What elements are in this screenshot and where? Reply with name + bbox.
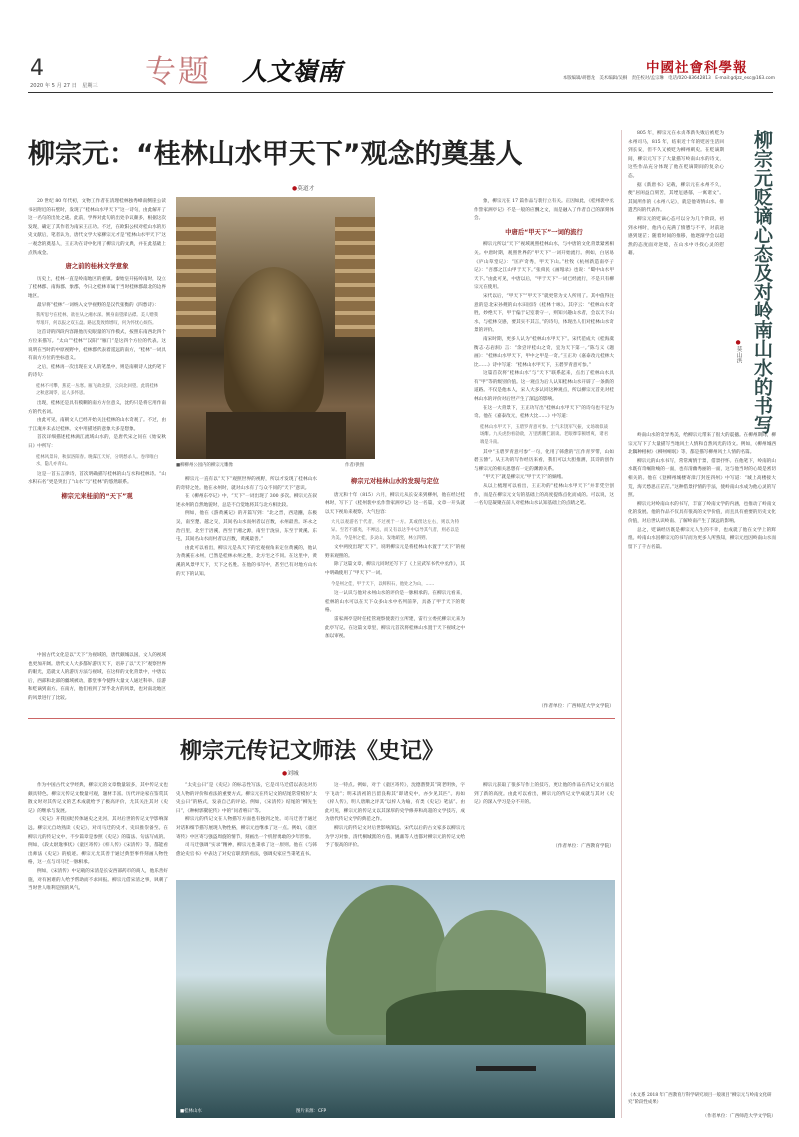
article1-col4 <box>474 198 614 702</box>
article2-affiliation: （作者单位：广西教育学院） <box>553 844 614 849</box>
paragraph: 雷家洲亭是时任桂管观察使裴行立所建，雷行立委托柳宗元来为此亭写记。在这篇文章里，柳宗元首次将桂林山水置于天下视域之中加以审视。 <box>325 616 465 640</box>
poem: 桂林风景异，秋似洛阳春。晚霁江天好，分明愁杀人。卷帘唯白水，隐几亦青山。 <box>36 454 158 468</box>
paragraph: 宋代以后，“甲天下”“甲天下”就更常为文人所用了。其中值得注意的是北宋孙觌的山水田园诗《桂林十咏》。其序云：“桂林山水奇胜，妙绝天下，甲于偏于记室裴守一，则知兴趣山水者，会以天下山水，与桂林交感，要其实不其言，”的诗句，体现出人们对桂林山水奇景的评价。 <box>474 293 614 334</box>
paragraph: 例如，《宋清传》中记载的宋清是长安西部药市的商人，他乐善好施，对有困难的人给予帮助而不求回报。柳宗元借宋清之事，讽刺了当时世人唯利是图的风气。 <box>28 868 168 892</box>
quote-block: 今是州之佳，甲于天下，以鲜积石，他处之为山，…… <box>331 581 435 587</box>
statue-figure <box>224 267 324 417</box>
poem: 桂林山水甲天下，玉碧罗青意可参。士气未饶军气振，文场端似战场酣。九关虎豹看勍敌，万里鹍鹏伫剧谈。老眼摩挲顿增爽，诸君端是斗南。 <box>480 424 608 446</box>
paragraph: 在这一大背景下，王正功写出“桂林山水甲天下”的诗句也不足为奇。他在《嘉泰改元，桂林大比……》中写道： <box>474 405 614 420</box>
masthead-rule <box>28 92 773 93</box>
article1-affiliation: （作者单位：广西师范大学文学院） <box>538 704 614 709</box>
article2-col1 <box>28 782 168 1110</box>
paragraph: 南宋时期，更多人认为“桂林山水甲天下”。宋代范成大《桂海虞衡志·志岩洞》言：“余尝评桂山之奇，宜为天下第一。”陈与义《题画》：“桂林山水甲天下，甲中之甲是一奇。”王正功《嘉泰改元桂林大比……》诗中写道：“桂林山水甲天下，玉碧罗青意可参。” <box>474 336 614 368</box>
paragraph: 这首诗的四段内容跟他历史眼量的写作模式，按照东南西北四个方位来描写。“太山”“桂林”“汉阳”“雁门”是这四个方位的代表。这说明在当时的中原视野中，桂林郡代表着遥远的南方，“桂林”一词具有南方方位的坐标意义。 <box>28 330 166 362</box>
article1-col3 <box>325 476 465 712</box>
subhead: 中唐后“甲天下”一词的流行 <box>505 228 583 236</box>
article2-byline <box>282 768 299 777</box>
paragraph: 柳宗元一直有以“天下”观照世界的视野，所以才发现了桂林山水的奇特之处。他在永州时，就对山水有了与众不同的“天下”意识。 <box>176 477 317 491</box>
article2-col3 <box>325 782 465 882</box>
statue-caption: ■柳柳州公园内的柳宗元雕像 <box>176 463 233 468</box>
caption-square-icon: ■ <box>176 463 181 468</box>
paragraph: 据《新唐书》记载，柳宗元在永州不久，便“居闲益自刻苦，其堙厄感郁，一寓诸文”。其间所作的《永州八记》，就是他寄情山水、排遣苦闷的代表作。 <box>628 182 724 214</box>
article1-title: 柳宗元：“桂林山水甲天下”观念的奠基人 <box>28 139 523 170</box>
article2-col4 <box>474 782 614 842</box>
paragraph: 作为中国古代文学经典，柳宗元的文章数量较多，其中传记文也颇具特色。柳宗元传记文数量可观，题材丰富。历代评论家在鉴赏其散文时对其传记文的艺术成就给予了极高评价，尤其关注其对《史记》的继承与发展。 <box>28 783 168 814</box>
paragraph: 在《柳州东亭记》中，“天下”一词出现了 300 多次。柳宗元在叙述永州的自然地貌时，总是不自觉地将其与北方相比较。 <box>176 494 317 508</box>
paragraph: 柳宗元的山水书写，常常寓情于景，借景抒怀。在他笔下，岭南的山水既有奇崛险峻的一面，也有清幽秀丽的一面，这与他当时的心境是密切相关的。他在《登柳州城楼寄漳汀封连四州》中写道：“城上高楼接大荒，海天愁思正茫茫。”这种借景抒情的手法，使岭南山水成为他心灵的写照。 <box>628 458 776 499</box>
paragraph: 其中“玉碧罗青意可参”一句，化用了韩愈的“江作青罗带，山如碧玉簪”。从王功的写作经历来看，我们可以大胆推测，其诗的创作与柳宗元的相关思想有一定的渊源关系。 <box>474 449 614 472</box>
paragraph: 唐元和十年（815）六月，柳宗元从长安来到柳州，他在经过桂林时，写下了《桂州裴中丞作訾家洲亭记》这一名篇，文章一开头就以天下视角来观察，大气包容： <box>325 492 465 515</box>
statue-credit: 作者/供图 <box>345 463 365 468</box>
paragraph: 从以上梳理可以看出，王正功的“桂林山水甲天下”并非凭空创作，而是在柳宗元文句的基础上的高度提炼点化而成的。可以说，这一名句是凝聚在前人对桂林山水认知基础上的点睛之笔。 <box>474 484 614 507</box>
paragraph: 柳宗元对岭南山水的书写，丰富了岭南文学的内涵，也推动了岭南文化的发展。他的作品不仅具有很高的文学价值，而且具有重要的历史文化价值，对后世认识岭南、了解岭南产生了深远的影响。 <box>628 501 776 524</box>
shelf-right <box>335 217 375 337</box>
landscape-caption: ■桂林山水 <box>180 1109 202 1114</box>
paragraph: 由此可见，南朝文人已经开始关注桂林的山水奇观了。不过，由于江淹并未去过桂林，文中用描述的意象大多是想象。 <box>28 418 166 432</box>
sidebar-rule <box>621 130 622 1118</box>
paper-name: 中國社會科學報 <box>646 60 748 76</box>
article1-col2 <box>176 476 317 712</box>
paragraph: 除了这篇文章，柳宗元同时还写下了《上宣武军书代中丞作》，其中明确使用了“甲天下”一词。 <box>325 562 465 576</box>
author-marker-icon: ● <box>282 771 288 777</box>
paragraph: 《史记》开我国纪传体通史之先河，其对后世的传记文学影响深远。柳宗元自幼熟读《史记》，对司马迁的史才、史识推崇备至。在柳宗元的传记文中，不少篇章是参照《史记》的篇法、句法写成的。例如，《段太尉逸事状》《童区寄传》《梓人传》《宋清传》等，都能看出师法《史记》的痕迹。柳宗元尤其善于通过典型事件刻画人物性格，这一点与司马迁一脉相承。 <box>28 817 168 866</box>
paragraph: 805 年，柳宗元在永贞革新失败后被贬为永州司马，815 年，结束近十年的贬居生活回到长安，但不久又被贬为柳州刺史。在贬谪期间，柳宗元写下了大量描写岭南山水的诗文，这些作品充分体现了他在贬谪期间的复杂心态。 <box>628 131 724 179</box>
quote-block: 大凡以观游名于代者，不过视于一方。其或傍达左右，则以为特异。至若不鄙夷，不殚远，而又有以达乎中以导其气者，则必以是为美。今是州之桂，多灵山，发地峭竖，林立四野。 <box>331 520 459 541</box>
poem: 桂林不可攀，蕉花一丛寒。雁飞故北辞，云向北回望。此谓桂林之秋意凋零，远人多怀思。 <box>36 383 158 397</box>
paragraph: 总之，贬谪经历既是柳宗元人生的不幸，也成就了他在文学上的辉煌。岭南山水因柳宗元的书写而为更多人所熟知，柳宗元也因岭南山水而留下了千古名篇。 <box>628 527 776 550</box>
boat <box>476 1066 536 1071</box>
paragraph: 这一认识与他对永州山水的评价是一脉相承的。在柳宗元看来，桂林的山水可以在天下众多山水中名列前茅，具备了甲于天下的资格。 <box>325 591 465 614</box>
paragraph: 柳宗元的传记文在人物描写方面也有独到之处。司马迁善于通过对话和细节描写展现人物性格，柳宗元也继承了这一点。例如，《童区寄传》中区寄与强盗周旋的情节，刻画出一个机智勇敢的少年形象。 <box>176 817 317 840</box>
sidebar-author: 莫山洪 <box>735 346 741 364</box>
paragraph: 柳宗元所以“天下”视域观照桂林山水，与中唐的文化背景紧密相关。中唐时期，观照世界的“甲天下”一词开始流行。例如，白居易《庐山草堂记》：“匡庐奇秀，甲天下山。”杜牧《杭州新造南亭子记》：“吾郡之江山甲于天下。”张舜民《画墁录》也说：“蜀中山水甲天下。”由此可见，中唐以后，“甲于天下”一词已经流行，不是只有柳宗元在使用。 <box>474 242 614 291</box>
paragraph: “甲天下”就是柳宗元“甲于天下”的嫡绪。 <box>483 475 566 481</box>
landscape-credit: 图片来源：CFP <box>296 1109 327 1114</box>
editors-line: 本版编辑/胡德龙 美术编辑/吴桐 责任校对/孟宗琳 电话/020-83642813 E-mail:gdjzz_esc@163.com <box>562 76 775 81</box>
date-line: 2020 年 5 月 27 日 星期三 <box>30 83 98 89</box>
page-number: 4 <box>30 56 44 81</box>
paragraph: 这一特点。例如，对于《童区寄传》，沈德潜赞其“简老明快，字字飞动”；明末清初的吕留良称其“即诸史中，亦少见其匹”。再如《梓人传》，明人唐顺之评其“以梓人为喻，有类《史记》笔法”。由此可见，柳宗元的传记文以其深厚的史学修养和高超的文学技巧，成为唐代传记文学的典范之作。 <box>325 783 465 823</box>
paragraph: 首次详细描述桂林漓江流域山水的，是唐代宋之问在《始安秋日》中所写： <box>28 435 166 450</box>
paragraph: 由此可以看出，柳宗元是从天下的宏观视角来定位黄溪的，他认为黄溪在永州，已然是桂林永州之胜，北方宅之不同。在这里中，黄溪的风景甲天下，天下之名胜。在他的书写中，甚至已有对地方山水的天下的认知。 <box>176 545 317 577</box>
paragraph: 这篇首次将“桂林山水”与“天下”联系起来，点出了桂林山水具有“甲”等的级别价值。这一观点为后人认知桂林山水开辟了一条新的道路。不仅是他本人，宋人大多认同这种观点，所以柳宗元首先对桂林山水的评价对后世产生了深远的影响。 <box>474 371 614 403</box>
article1-byline <box>292 183 314 192</box>
caption-square-icon: ■ <box>180 1109 185 1114</box>
paragraph: 柳宗元的传记文对后世影响深远。宋代以后的古文家多以柳宗元为学习对象，清代桐城派的方苞、姚鼐等人也都对柳宗元的传记文给予了很高的评价。 <box>325 825 465 849</box>
article1-author: 莫道才 <box>297 186 315 192</box>
paragraph: 之后，桂林再一次出现在文人的笔墨中，则是南朝诗人沈约笔下的诗句： <box>28 364 166 379</box>
sidebar-top <box>628 130 724 430</box>
paragraph: 象，柳宗元在 17 篇作品与裴行立有关。正因如此，《桂州裴中丞作訾家洲亭记》不是一般的应酬之文，而是融入了作者自己的深刻体会。 <box>474 199 614 222</box>
article1-col1 <box>28 198 166 711</box>
section-rule <box>28 718 615 719</box>
paragraph: 最早将“桂林”一词纳入文学视野的是汉代张衡的《四愁诗》： <box>37 302 159 308</box>
article2-author: 刘城 <box>287 771 299 777</box>
subhead: 柳宗元来桂前的“天下”观 <box>61 493 133 500</box>
paragraph: 文中两度出现“天下”，说明柳宗元是将桂林山水置于“天下”的视野来观照的。 <box>325 545 465 559</box>
statue-photo <box>176 197 375 459</box>
paragraph: 历史上，桂林一直是岭南地区的重镇。秦始皇开拓岭南时，设立了桂林郡、南海郡、象郡，今日之桂林市属于当时桂林郡最北的边界地区。 <box>28 276 166 299</box>
shelf-left <box>176 217 216 337</box>
paragraph: 司马迁强调“实录”精神，柳宗元也秉承了这一原则。他在《与韩愈论史官书》中表达了对史官职责的看法，强调史家应当秉笔直书。 <box>176 843 317 857</box>
paragraph: 柳宗元获取了很多写作上的技巧，更让他的作品在传记文方面达到了新的高度。由此可以看出，柳宗元的传记文学成就与其对《史记》的深入学习是分不开的。 <box>474 783 614 806</box>
subhead: 柳宗元对桂林山水的发现与定位 <box>350 478 440 485</box>
paragraph: 这是一首五言律诗，首次明确描写桂林的山与水和桂林诗。“山水积石名”更是突出了“山水”与“桂林”的悠然联系。 <box>28 471 166 486</box>
subhead: 唐之前的桂林文学意象 <box>65 263 129 271</box>
paragraph: 例如，他在《游黄溪记》的开篇写到：“北之晋，西适豳，东极吴，南至楚、越之交，其间名山水而州者以百数，永州最善。环永之治百里，北至于浯溪，西至于湘之源，南至于泷泉，东至于黄溪、东屯，其间名山水而村者以百数，黄溪最善。” <box>176 511 317 543</box>
sidebar-title: 柳宗元贬谪心态及对岭南山水的书写 <box>751 130 773 434</box>
river <box>176 1045 615 1118</box>
elephant-rock <box>386 990 586 1050</box>
sidebar-affiliation: （作者单位：广西师范大学文学院） <box>702 1114 776 1119</box>
paragraph: 20 世纪 80 年代初，文物工作者在清理桂林独秀峰南侧崖公读书岩附近的石壁时，发现了“桂林山水甲天下”这一诗句，由此解开了这一名句的出处之谜。此前，学界对此句的出处争议颇多，根据这次发现，确定了其作者为南宋王正功。不过，在欧阳公权对桂山水的历史文献后，笔者认为，唐代文学大家柳宗元才是“桂林山水甲天下”这一观念的奠基人，王正功在诗中化用了柳宗元的文典，并在此基础上点铁成金。 <box>28 199 166 256</box>
sidebar-note: （本文系 2018 年广西教育厅科学研究项目一般项目“柳宗元与岭南文化研究”阶段性成果） <box>628 1093 772 1105</box>
poem: 我所思兮在桂林，欲往从之湘水深。侧身南望涕沾襟。美人赠我琴琅玕，何以报之双玉盘。路远莫致倚增叹，何为怀忧心烦伤。 <box>36 313 158 326</box>
paragraph: 出现，桂林还是具有模糊的南方方位意义，沈约只是将它用作南方的代名词。 <box>28 401 166 415</box>
article2-title: 柳宗元传记文师法《史记》 <box>180 739 445 764</box>
paragraph: 岭南山水的奇异秀美，给柳宗元带来了很大的震撼。在柳州期间，柳宗元写下了大量描写当地风土人情和自然风光的诗文。例如，《柳州城西北隅种柑树》《柳州峒氓》等，都是描写柳州风土人情的名篇。 <box>628 433 776 456</box>
author-marker-icon: ● <box>735 340 741 346</box>
paragraph: 中国古代文化是以“天下”为视域的，唐代颇城以国，文人的视域也更加开阔。唐代文人大多都好游历天下，语养了以“天下”观察世界的眼光，造就文人的游历方法与视域，在这样的文化背景中，中唐以后，西部和北部的疆域被动，都堂事今使得大量文人通过科举、宦游和贬谪到南方。在南方，他们看到了异乎北方的风景，也对南北地区的风景进行了比较。 <box>28 653 166 701</box>
section-script: 人文嶺南 <box>242 57 343 86</box>
section-title: 专题 <box>145 54 211 90</box>
sidebar-main <box>628 432 776 1082</box>
article1-col1-tail <box>28 652 166 712</box>
landscape-photo <box>176 880 615 1118</box>
sidebar-byline <box>734 340 743 363</box>
statue-pedestal <box>206 412 346 459</box>
paragraph: “太史公曰”是《史记》的标志性写法，它是司马迁借以表达对历史人物的评价和看法的重要方式。柳宗元在传记文的结尾常常模仿“太史公曰”的格式，发表自己的评论。例如，《宋清传》结尾的“柳先生曰”，《种树郭橐驼传》中的“问者嘻曰”等。 <box>176 783 317 814</box>
paragraph: 柳宗元的贬谪心态可以分为几个阶段。初到永州时，他内心充满了愤懑与不平，对前途感到迷茫；随着时间的推移，他逐渐学会以超然的态度面对逆境，在山水中寻找心灵的慰藉。 <box>628 216 724 257</box>
author-marker-icon: ● <box>292 186 298 192</box>
